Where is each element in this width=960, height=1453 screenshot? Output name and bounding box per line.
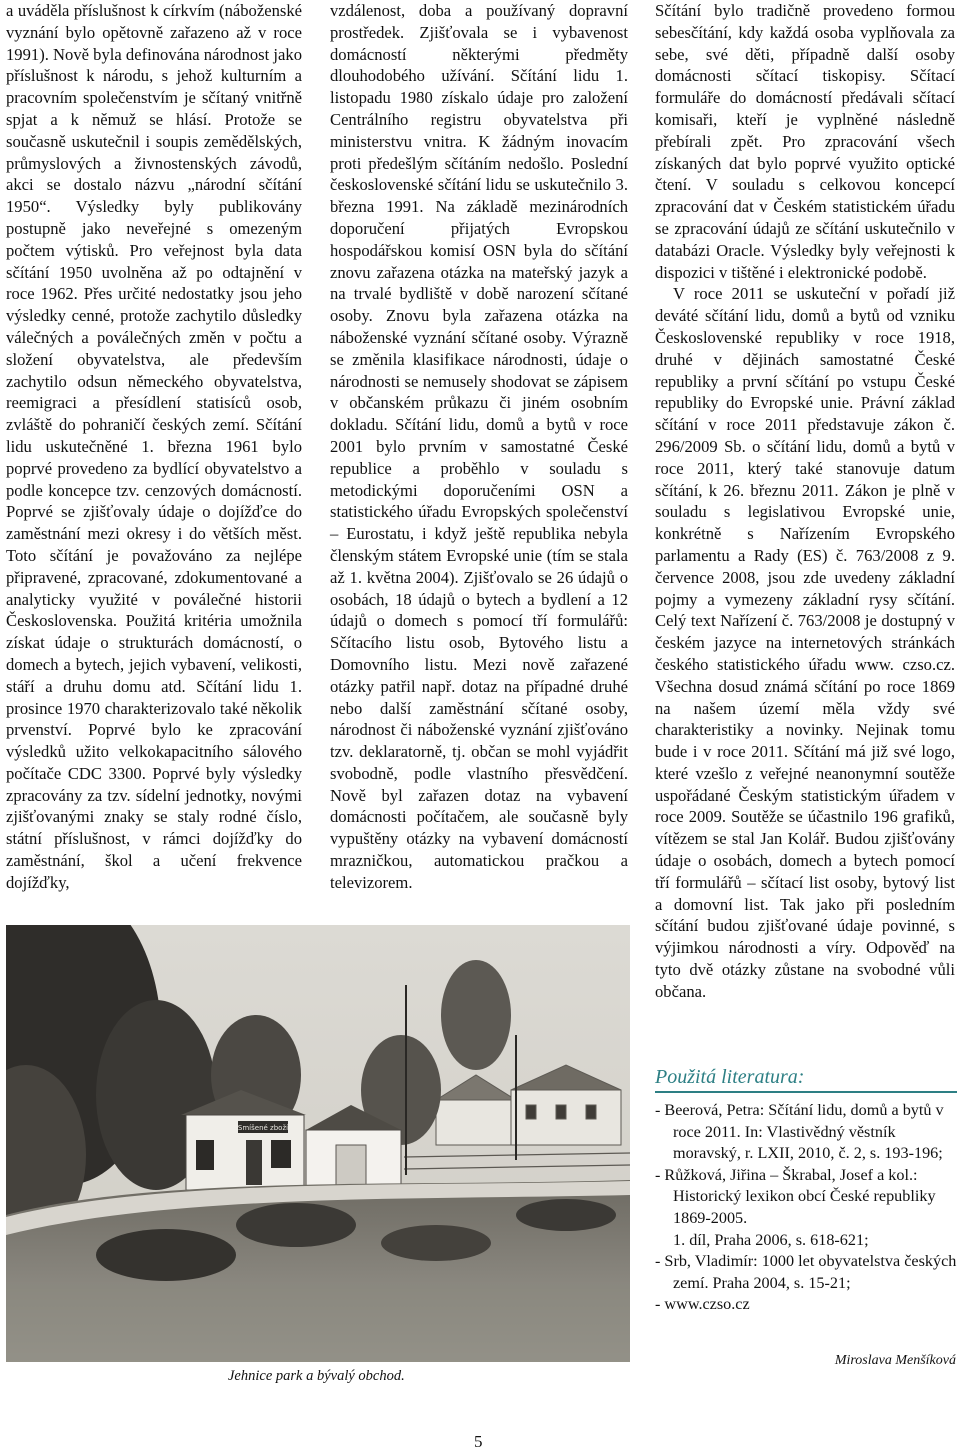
village-park-photo — [6, 925, 630, 1362]
column3-paragraph-1: Sčítání bylo tradičně provedeno formou sebesčítání, kdy každá osoba vyplňovala za sebe, své děti, případně další osoby domácnosti sčítací tiskopisy. Sčítací formuláře do domácností předávali sčítací komisaři, kteří je vyplněné následně přebírali zpět. Pro zpracování všech získaných dat bylo poprvé využito optické čtení. V souladu s celkovou koncepcí zpracování dat v Českém statistickém úřadu se zpracování údajů ze sčítání uskutečnilo v databázi Oracle. Výsledky byly veřejnosti k dispozici v tištěné i elektronické podobě. — [655, 1, 955, 282]
shop-sign: Smíšené zboží — [237, 1124, 289, 1132]
literature-list — [655, 1100, 957, 1316]
literature-item: - Beerová, Petra: Sčítání lidu, domů a bytů v roce 2011. In: Vlastivědný věstník moravský, r. LXII, 2010, č. 2, s. 193-196; — [655, 1101, 944, 1163]
literature-divider — [655, 1091, 957, 1093]
photo-caption: Jehnice park a bývalý obchod. — [228, 1368, 405, 1384]
literature-item: 1. díl, Praha 2006, s. 618-621; — [673, 1230, 869, 1249]
author-signature: Miroslava Menšíková — [834, 1353, 956, 1368]
text-column-3 — [655, 0, 955, 1003]
column1-paragraph: a uváděla příslušnost k církvím (náboženské vyznání bylo opětovně zařazeno až v roce 1991). Nově byla definována národnost jako příslušnost k národu, s jehož kulturním a pracovním společenstvím je sčítaný vnitřně spjat a k němuž se hlásí. Protože se současně uskutečnil i soupis zemědělských, průmyslových a živnostenských závodů, akci se dostalo názvu „národní sčítání 1950“. Výsledky byly publikovány postupně jako neveřejné s omezeným počtem výtisků. Pro veřejnost byla data sčítání 1950 uvolněna až po odtajnění v roce 1962. Přes určité nedostatky jsou jeho výsledky cenné, protože zachytilo důsledky válečných a poválečných změn v počtu a složení obyvatelstva, ale především zachytilo odsun německého obyvatelstva, reemigraci a přesídlení statisíců osob, zvláště do pohraničí českých zemí. Sčítání lidu uskutečněné 1. března 1961 bylo poprvé provedeno za bydlící obyvatelstvo a podle koncepce tzv. cenzových domácností. Poprvé se zjišťovaly údaje o dojížďce do zaměstnání mezi okresy i do větších měst. Toto sčítání je považováno za nejlépe připravené, zpracované, zdokumentované a analyticky využité v poválečné historii Československa. Použitá kritéria umožnila získat údaje o strukturách domácností, o domech a bytech, jejich vybavení, velikosti, stáří a druhu domu atd. Sčítání lidu 1. prosince 1970 charakterizovalo také několik prvenství. Poprvé bylo ke zpracování výsledků užito velkokapacitního sálového počítače CDC 3300. Poprvé byly výsledky zpracovány za tzv. sídelní jednotky, novými zjišťovanými znaky se staly rodné číslo, státní příslušnost, v rámci dojížďky do zaměstnání, škol a učení frekvence dojížďky, — [6, 1, 302, 892]
literature-item: - www.czso.cz — [655, 1295, 750, 1314]
foreground-grass — [6, 1285, 630, 1362]
literature-heading: Použitá literatura: — [655, 1066, 805, 1088]
literature-item: - Růžková, Jiřina – Škrabal, Josef a kol.: Historický lexikon obcí České republiky 1869-2005. — [655, 1165, 936, 1227]
text-column-1 — [6, 0, 302, 894]
text-column-2 — [330, 0, 628, 894]
literature-item: - Srb, Vladimír: 1000 let obyvatelstva českých zemí. Praha 2004, s. 15-21; — [655, 1252, 957, 1292]
column3-paragraph-2: V roce 2011 se uskuteční v pořadí již deváté sčítání lidu, domů a bytů od vzniku Československé republiky v roce 1918, druhé v dějinách samostatné České republiky a první sčítání po vstupu České republiky do Evropské unie. Právní základ sčítání v roce 2011 představuje zákon č. 296/2009 Sb. o sčítání lidu, domů a bytů v roce 2011, který také stanovuje datum sčítání, k 26. březnu 2011. Zákon je plně v souladu s legislativou Evropské unie, konkrétně s Nařízením Evropského parlamentu a Rady (ES) č. 763/2008 z 9. července 2008, jsou zde uvedeny základní pojmy a vymezeny základní rysy sčítání. Celý text Nařízení č. 763/2008 je dostupný v českém jazyce na internetových stránkách českého statistického úřadu www. czso.cz. Všechna dosud známá sčítání po roce 1869 na našem území měla vždy své charakteristiky a novinky. Nejinak tomu bude i v roce 2011. Sčítání má již své logo, které vzešlo z veřejné neanonymní soutěže uspořádané Českým statistickým úřadem v roce 2009. Soutěže se účastnilo 196 grafiků, vítězem se stal Jan Kolář. Budou zjišťovány údaje o osobách, domech a bytech pomocí tří formulářů – sčítací list osoby, bytový list a domovní list. Tak jako při posledním sčítání budou zjišťované údaje povinné, s výjimkou národnosti a víry. Odpověď na tyto dvě otázky zůstane na svobodné vůli občana. — [655, 284, 955, 1001]
page-number: 5 — [474, 1432, 483, 1451]
column2-paragraph: vzdálenost, doba a používaný dopravní prostředek. Zjišťovala se i vybavenost domácností některými předměty dlouhodobého užívání. Sčítání lidu 1. listopadu 1980 získalo údaje pro založení Centrálního registru obyvatelstva při ministerstvu vnitra. K žádným inovacím proti předešlým sčítáním nedošlo. Poslední československé sčítání lidu se uskutečnilo 3. března 1991. Na základě mezinárodních doporučení přijatých Evropskou hospodářskou komisí OSN byla do sčítání znovu zařazena otázka na mateřský jazyk a na trvalé bydliště v době narození sčítané osoby. Znovu byla zařazena otázka na náboženské vyznání sčítané osoby. Výrazně se změnila klasifikace národnosti, údaje o národnosti se nemusely shodovat se zápisem v občanském průkazu či jiném osobním dokladu. Sčítání lidu, domů a bytů v roce 2001 bylo prvním v samostatné České republice a proběhlo v souladu s metodickými doporučeními OSN a statistického úřadu Evropských společenství – Eurostatu, i když ještě republika nebyla členským státem Evropské unie (tím se stala až 1. května 2004). Zjišťovalo se 26 údajů o osobách, 18 údajů o bytech a bydlení a 12 údajů o domech s pomocí tří formulářů: Sčítacího listu osob, Bytového listu a Domovního listu. Mezi nově zařazené otázky patřil např. dotaz na případné druhé nebo další zaměstnání sčítané osoby, národnost či náboženské vyznání zjišťováno tzv. deklaratorně, tj. občan se mohl vyjádřit svobodně, podle vlastního přesvědčení. Nově byl zařazen dotaz na vybavení domácnosti počítačem, ale současně byly vypuštěny otázky na vybavení domácností mrazničkou, automatickou pračkou a televizorem. — [330, 1, 628, 892]
